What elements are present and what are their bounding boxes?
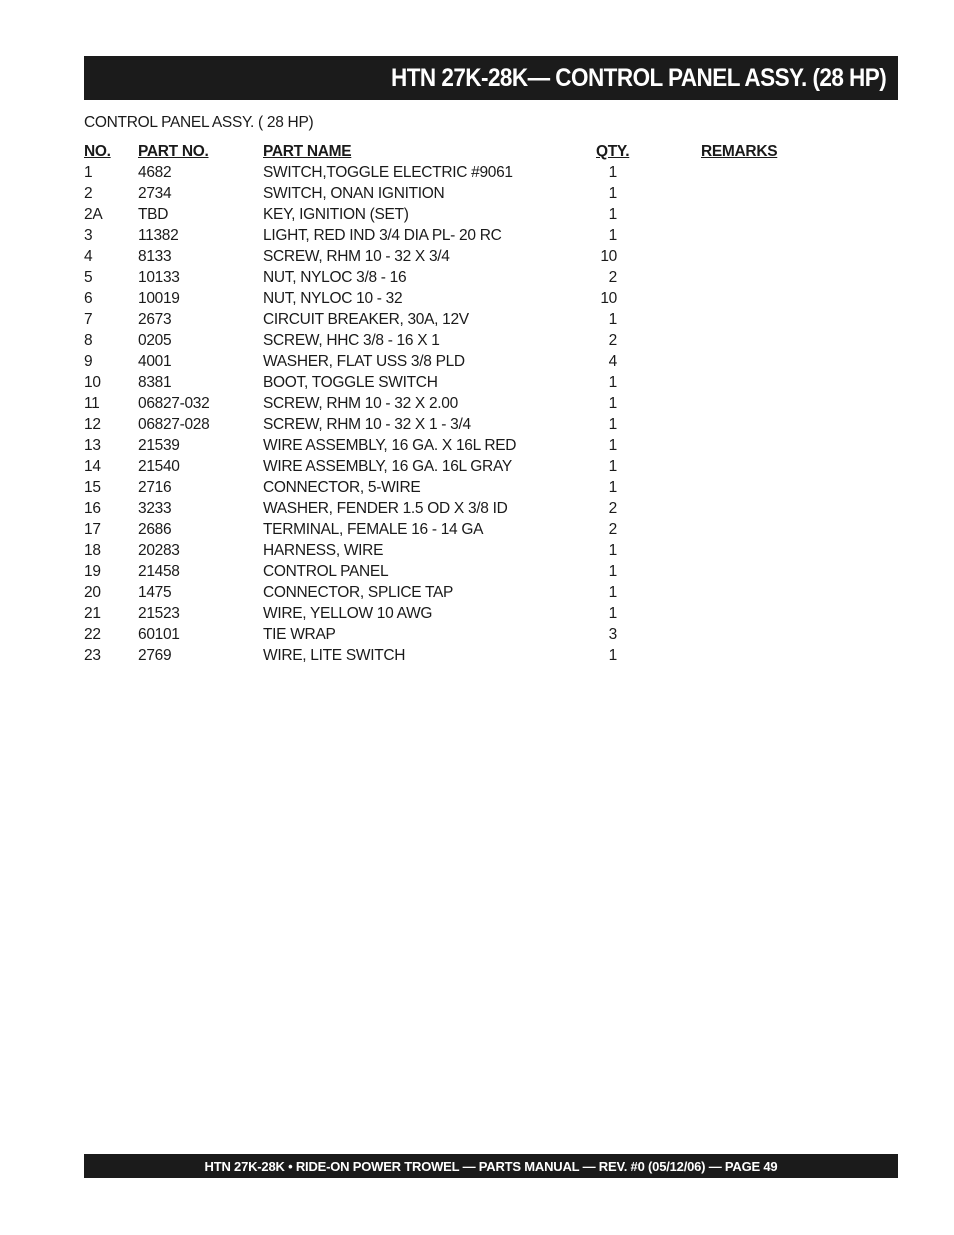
cell-part-name: WASHER, FENDER 1.5 OD X 3/8 ID [263, 500, 508, 517]
cell-part-no: 21458 [138, 563, 180, 580]
cell-qty: 1 [608, 479, 617, 496]
cell-qty: 1 [608, 164, 617, 181]
table-row [84, 561, 804, 582]
column-header-part-no: PART NO. [138, 143, 209, 160]
cell-qty: 1 [608, 458, 617, 475]
table-row [84, 330, 804, 351]
footer-text: HTN 27K-28K • RIDE-ON POWER TROWEL — PARTS MANUAL — REV. #0 (05/12/06) — PAGE 49 [204, 1158, 778, 1174]
cell-qty: 10 [600, 290, 617, 307]
cell-qty: 2 [608, 269, 617, 286]
page-title-bar [84, 56, 898, 100]
table-row [84, 477, 804, 498]
cell-part-name: CONNECTOR, SPLICE TAP [263, 584, 454, 601]
cell-part-name: SCREW, HHC 3/8 - 16 X 1 [263, 332, 440, 349]
cell-part-name: WIRE, YELLOW 10 AWG [263, 605, 433, 622]
cell-part-no: 3233 [138, 500, 172, 517]
cell-qty: 4 [608, 353, 617, 370]
cell-part-no: 8381 [138, 374, 172, 391]
parts-table [84, 141, 804, 666]
cell-no: 20 [84, 584, 101, 601]
cell-part-name: CONNECTOR, 5-WIRE [263, 479, 421, 496]
column-header-no: NO. [84, 143, 111, 160]
cell-part-name: SCREW, RHM 10 - 32 X 3/4 [263, 248, 450, 265]
cell-no: 4 [84, 248, 93, 265]
cell-part-name: SCREW, RHM 10 - 32 X 2.00 [263, 395, 458, 412]
cell-qty: 3 [608, 626, 617, 643]
cell-part-no: 2716 [138, 479, 172, 496]
table-row [84, 603, 804, 624]
cell-part-no: 2673 [138, 311, 172, 328]
cell-part-name: CIRCUIT BREAKER, 30A, 12V [263, 311, 469, 328]
table-row [84, 351, 804, 372]
cell-part-name: HARNESS, WIRE [263, 542, 384, 559]
footer-bar [84, 1154, 898, 1178]
cell-no: 3 [84, 227, 93, 244]
cell-part-name: SWITCH,TOGGLE ELECTRIC #9061 [263, 164, 513, 181]
table-row [84, 582, 804, 603]
cell-qty: 10 [600, 248, 617, 265]
cell-part-no: 10133 [138, 269, 180, 286]
column-header-part-name: PART NAME [263, 143, 352, 160]
cell-no: 21 [84, 605, 101, 622]
cell-qty: 2 [608, 500, 617, 517]
table-row [84, 645, 804, 666]
cell-part-no: 11382 [138, 227, 179, 244]
cell-part-name: SWITCH, ONAN IGNITION [263, 185, 445, 202]
cell-part-no: 10019 [138, 290, 180, 307]
cell-no: 11 [84, 395, 100, 412]
cell-no: 12 [84, 416, 101, 433]
section-label: CONTROL PANEL ASSY. ( 28 HP) [84, 114, 314, 131]
cell-part-name: LIGHT, RED IND 3/4 DIA PL- 20 RC [263, 227, 502, 244]
cell-part-no: 2686 [138, 521, 172, 538]
cell-part-no: 21539 [138, 437, 180, 454]
table-row [84, 246, 804, 267]
table-row [84, 414, 804, 435]
cell-no: 18 [84, 542, 101, 559]
cell-qty: 1 [608, 374, 617, 391]
cell-part-no: 1475 [138, 584, 172, 601]
cell-qty: 2 [608, 332, 617, 349]
cell-part-no: 8133 [138, 248, 172, 265]
table-row [84, 288, 804, 309]
cell-no: 22 [84, 626, 101, 643]
cell-no: 23 [84, 647, 101, 664]
cell-qty: 1 [608, 605, 617, 622]
table-row [84, 267, 804, 288]
cell-part-no: 06827-032 [138, 395, 210, 412]
cell-part-name: WIRE ASSEMBLY, 16 GA. 16L GRAY [263, 458, 512, 475]
cell-part-no: 60101 [138, 626, 180, 643]
cell-qty: 1 [608, 206, 617, 223]
cell-no: 8 [84, 332, 93, 349]
cell-part-name: KEY, IGNITION (SET) [263, 206, 409, 223]
cell-no: 17 [84, 521, 101, 538]
table-row [84, 540, 804, 561]
table-row [84, 372, 804, 393]
cell-qty: 1 [608, 311, 617, 328]
cell-no: 2 [84, 185, 93, 202]
table-row [84, 435, 804, 456]
table-row [84, 204, 804, 225]
cell-no: 6 [84, 290, 93, 307]
cell-qty: 1 [608, 227, 617, 244]
cell-part-name: SCREW, RHM 10 - 32 X 1 - 3/4 [263, 416, 471, 433]
table-row [84, 498, 804, 519]
cell-qty: 1 [608, 647, 617, 664]
cell-part-no: 21540 [138, 458, 180, 475]
cell-part-no: TBD [138, 206, 169, 223]
cell-part-no: 2734 [138, 185, 172, 202]
cell-no: 16 [84, 500, 101, 517]
cell-part-no: 21523 [138, 605, 180, 622]
cell-part-no: 20283 [138, 542, 180, 559]
cell-part-name: WIRE ASSEMBLY, 16 GA. X 16L RED [263, 437, 517, 454]
cell-part-name: NUT, NYLOC 3/8 - 16 [263, 269, 407, 286]
cell-part-name: WIRE, LITE SWITCH [263, 647, 406, 664]
cell-no: 10 [84, 374, 101, 391]
cell-part-name: CONTROL PANEL [263, 563, 389, 580]
table-body [84, 162, 804, 666]
cell-part-name: TIE WRAP [263, 626, 336, 643]
cell-qty: 1 [608, 437, 617, 454]
cell-no: 7 [84, 311, 93, 328]
table-row [84, 456, 804, 477]
column-header-qty: QTY. [596, 143, 630, 160]
cell-part-name: TERMINAL, FEMALE 16 - 14 GA [263, 521, 484, 538]
cell-part-name: BOOT, TOGGLE SWITCH [263, 374, 438, 391]
table-row [84, 393, 804, 414]
table-row [84, 225, 804, 246]
cell-qty: 1 [608, 185, 617, 202]
table-header-row [84, 141, 804, 162]
cell-part-name: WASHER, FLAT USS 3/8 PLD [263, 353, 465, 370]
cell-part-no: 4001 [138, 353, 172, 370]
cell-no: 13 [84, 437, 101, 454]
cell-qty: 1 [608, 542, 617, 559]
cell-part-no: 2769 [138, 647, 172, 664]
cell-no: 9 [84, 353, 93, 370]
table-row [84, 162, 804, 183]
cell-no: 2A [84, 206, 103, 223]
cell-no: 14 [84, 458, 101, 475]
column-header-remarks: REMARKS [701, 143, 778, 160]
cell-no: 1 [84, 164, 93, 181]
cell-qty: 1 [608, 395, 617, 412]
table-row [84, 624, 804, 645]
cell-part-no: 06827-028 [138, 416, 210, 433]
cell-part-name: NUT, NYLOC 10 - 32 [263, 290, 403, 307]
table-row [84, 519, 804, 540]
cell-qty: 1 [608, 563, 617, 580]
cell-part-no: 4682 [138, 164, 172, 181]
cell-qty: 1 [608, 416, 617, 433]
cell-part-no: 0205 [138, 332, 172, 349]
page-title: HTN 27K-28K— CONTROL PANEL ASSY. (28 HP) [390, 63, 886, 92]
table-row [84, 309, 804, 330]
cell-no: 15 [84, 479, 101, 496]
table-row [84, 183, 804, 204]
cell-qty: 2 [608, 521, 617, 538]
cell-qty: 1 [608, 584, 617, 601]
cell-no: 5 [84, 269, 93, 286]
cell-no: 19 [84, 563, 101, 580]
